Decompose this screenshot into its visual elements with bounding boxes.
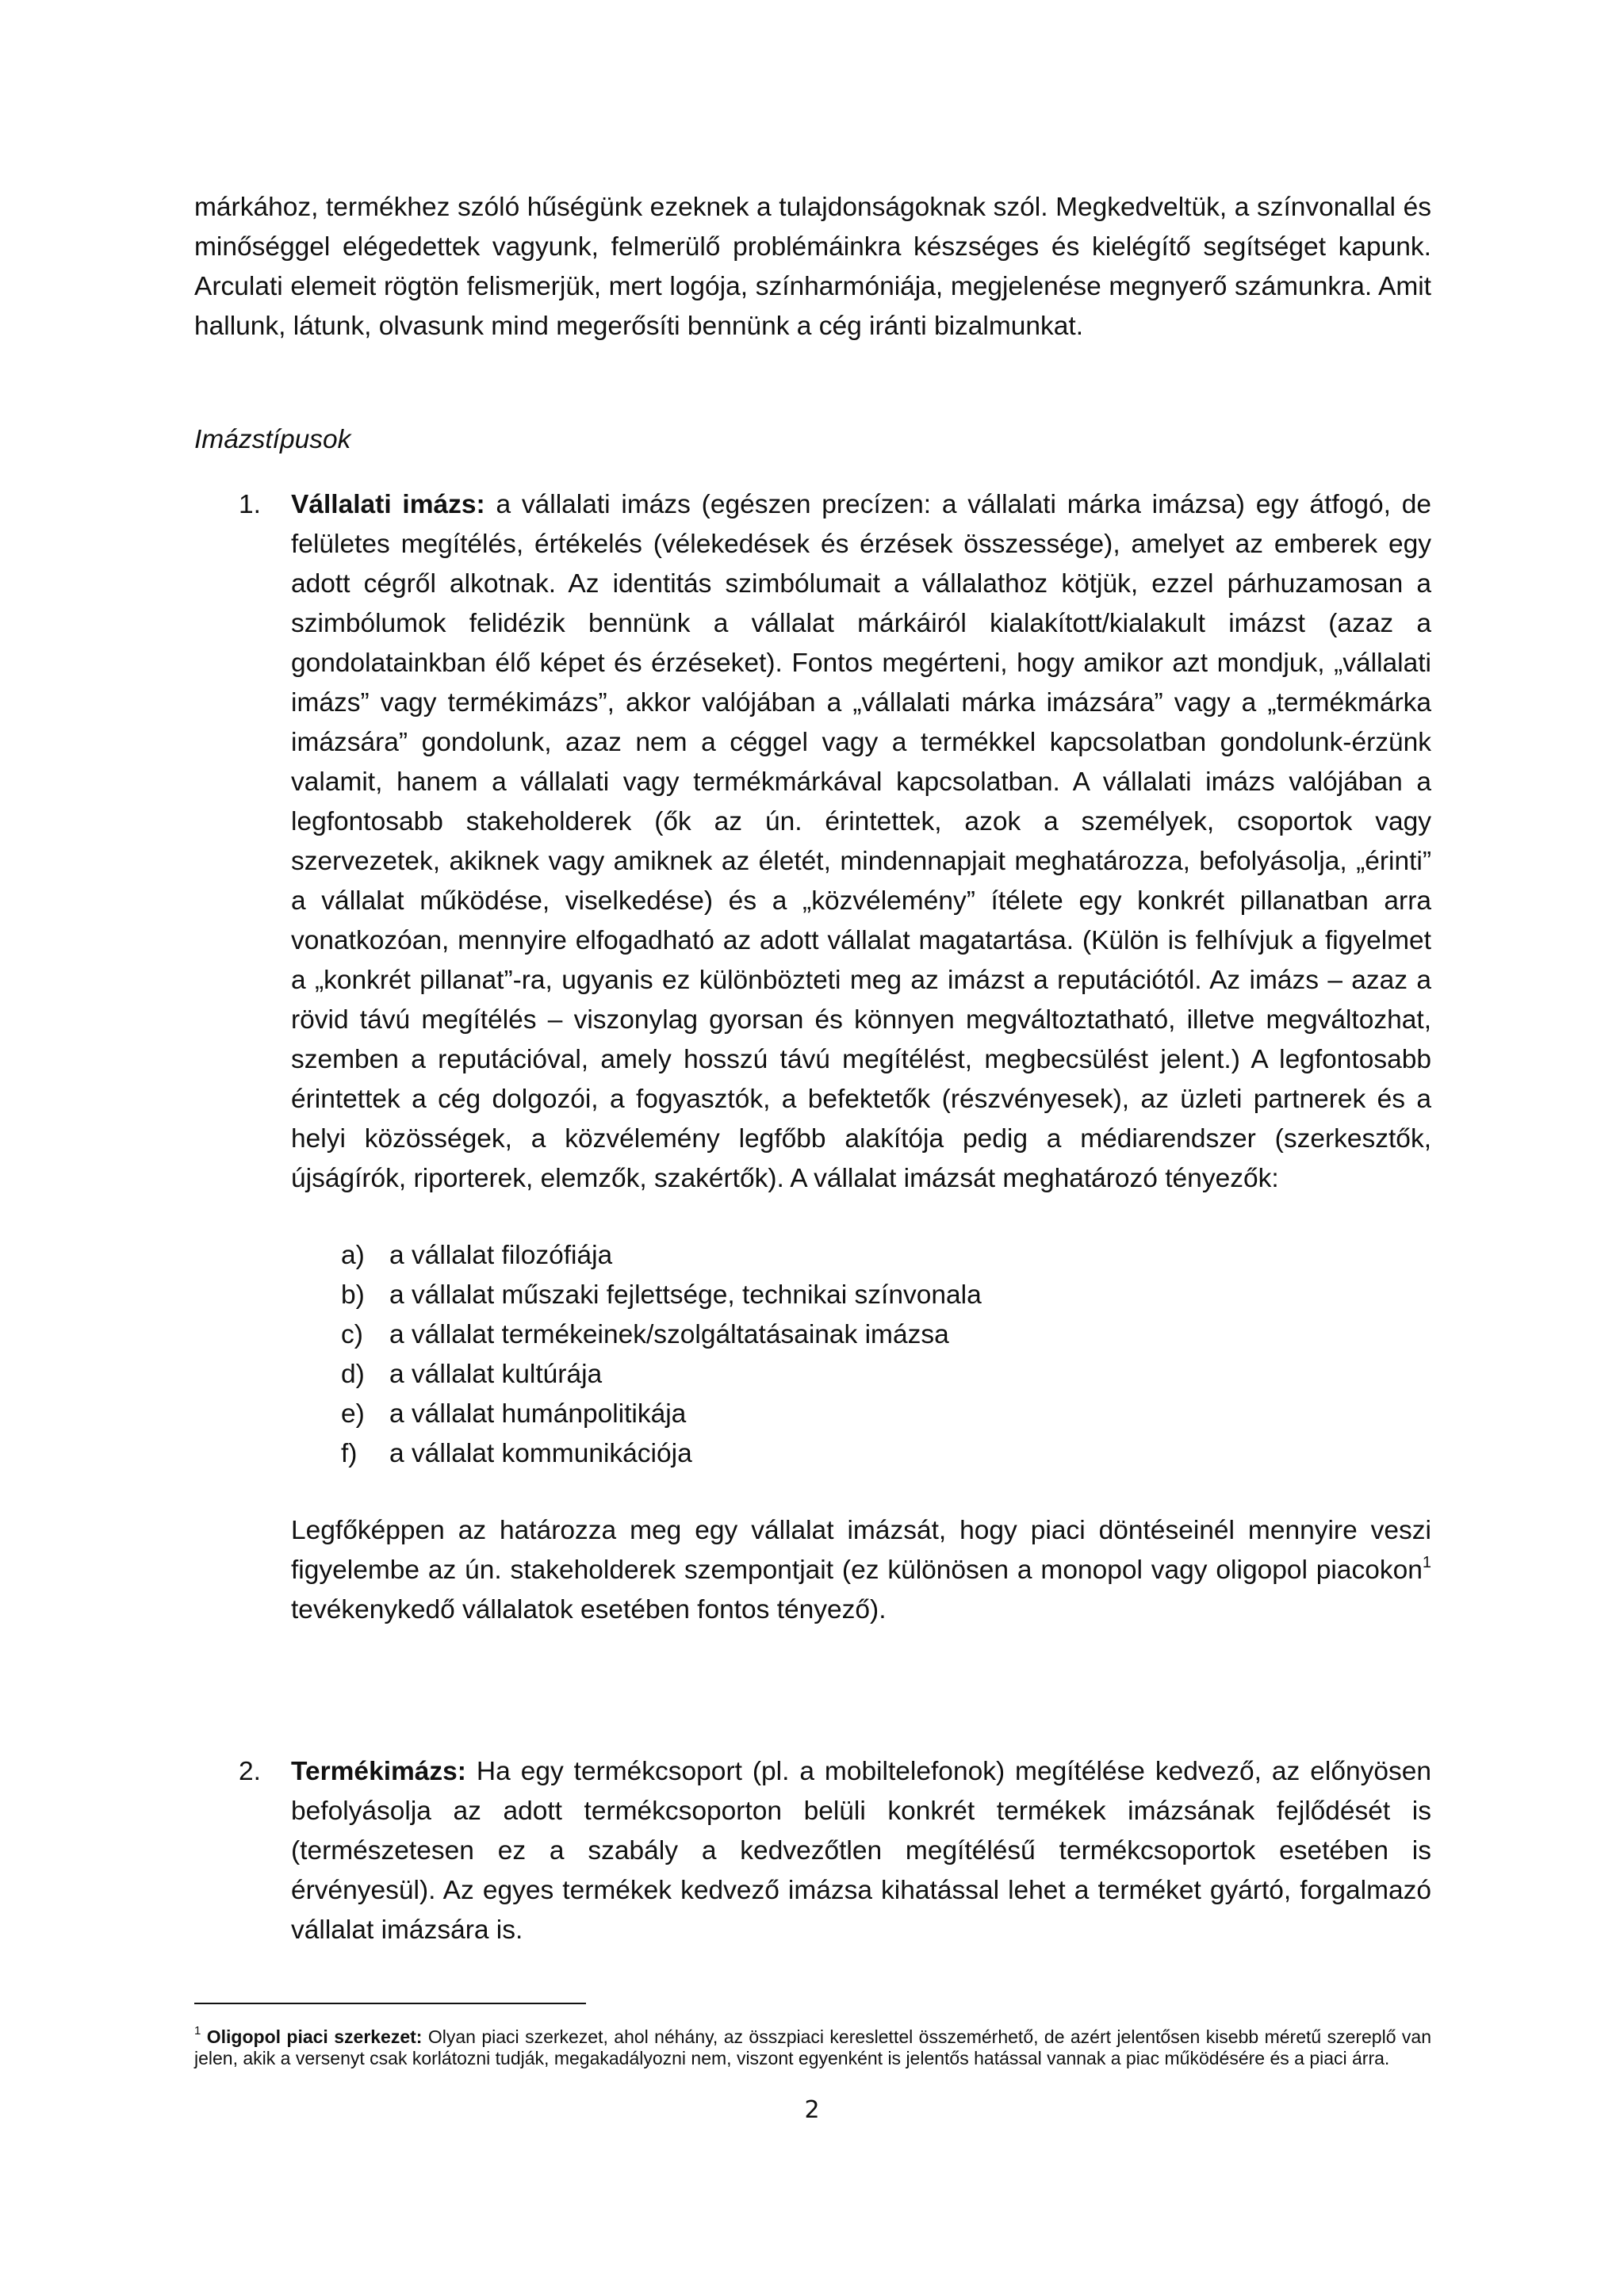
factor-label: c) [341,1320,363,1349]
closing-text: Legfőképpen az határozza meg egy vállalat imázsát, hogy piaci döntéseinél mennyire veszi figyelembe az ún. stakeholderek szempontjait (ez különösen a monopol vagy oligopol piacokon [291,1516,1431,1585]
factor-list [291,1236,1431,1474]
footnote [194,2026,1431,2069]
list-item-term: Termékimázs: [291,1757,466,1786]
factor-label: d) [341,1360,365,1389]
factor-item [291,1236,1431,1276]
factor-label: b) [341,1280,365,1310]
list-item-paragraph [291,1752,1431,1950]
factor-item [291,1395,1431,1434]
list-item-product-image [239,1752,1431,1950]
list-item-number: 2. [239,1757,261,1786]
intro-paragraph: márkához, termékhez szóló hűségünk ezeknek a tulajdonságoknak szól. Megkedveltük, a színvonallal és minőséggel elégedettek vagyunk, felmerülő problémáinkra készséges és kielégítő segítséget kapunk. Arculati elemeit rögtön felismerjük, mert logója, színharmóniája, megjelenése megnyerő számunkra. Amit hallunk, látunk, olvasunk mind megerősíti bennünk a cég iránti bizalmunkat. [194,193,1431,341]
closing-text-end: tevékenykedő vállalatok esetében fontos tényező). [291,1595,887,1624]
list-item-text: Ha egy termékcsoport (pl. a mobiltelefonok) megítélése kedvező, az előnyösen befolyásolja az adott termékcsoporton belüli konkrét termékek imázsának fejlődését is (természetesen ez a szabály a kedvezőtlen megítélésű termékcsoportok esetében is érvényesül). Az egyes termékek kedvező imázsa kihatással lehet a terméket gyártó, forgalmazó vállalat imázsára is. [291,1757,1431,1945]
footnote-divider [194,2003,586,2004]
footnote-reference[interactable]: 1 [1422,1553,1431,1571]
factor-item [291,1315,1431,1355]
footnote-marker: 1 [194,2024,201,2038]
factor-label: a) [341,1241,365,1270]
factor-text: a vállalat termékeinek/szolgáltatásainak imázsa [389,1320,949,1349]
list-item-paragraph [291,485,1431,1199]
factor-text: a vállalat műszaki fejlettsége, technikai színvonala [389,1280,982,1310]
factor-item [291,1276,1431,1315]
factor-item [291,1355,1431,1395]
page-number: 2 [804,2096,820,2124]
factor-text: a vállalat filozófiája [389,1241,613,1270]
section-heading: Imázstípusok [194,425,351,454]
factor-text: a vállalat humánpolitikája [389,1399,687,1429]
list-item-corporate-image [239,485,1431,1630]
list-item-number: 1. [239,490,261,519]
closing-paragraph [291,1511,1431,1630]
factor-text: a vállalat kommunikációja [389,1439,692,1468]
factor-label: e) [341,1399,365,1429]
list-item-text: a vállalati imázs (egészen precízen: a vállalati márka imázsa) egy átfogó, de felületes megítélés, értékelés (vélekedések és érzések összessége), amelyet az emberek egy adott cégről alkotnak. Az identitás szimbólumait a vállalathoz kötjük, ezzel párhuzamosan a szimbólumok felidézik bennünk a vállalat márkáiról kialakított/kialakult imázst (azaz a gondolatainkban élő képet és érzéseket). Fontos megérteni, hogy amikor azt mondjuk, „vállalati imázs” vagy termékimázs”, akkor valójában a „vállalati márka imázsára” vagy a „termékmárka imázsára” gondolunk, azaz nem a céggel vagy a termékkel kapcsolatban gondolunk-érzünk valamit, hanem a vállalati vagy termékmárkával kapcsolatban. A vállalati imázs valójában a legfontosabb stakeholderek (ők az ún. érintettek, azok a személyek, csoportok vagy szervezetek, akiknek vagy amiknek az életét, mindennapjait meghatározza, befolyásolja, „érinti” a vállalat működése, viselkedése) és a „közvélemény” ítélete egy konkrét pillanatban arra vonatkozóan, mennyire elfogadható az adott vállalat magatartása. (Külön is felhívjuk a figyelmet a „konkrét pillanat”-ra, ugyanis ez különbözteti meg az imázst a reputációtól. Az imázs – azaz a rövid távú megítélés – viszonylag gyorsan és könnyen megváltoztatható, illetve megváltozhat, szemben a reputációval, amely hosszú távú megítélést, megbecsülést jelent.) A legfontosabb érintettek a cég dolgozói, a fogyasztók, a befektetők (részvényesek), az üzleti partnerek és a helyi közösségek, a közvélemény legfőbb alakítója pedig a médiarendszer (szerkesztők, újságírók, riporterek, elemzők, szakértők). A vállalat imázsát meghatározó tényezők: [291,490,1431,1193]
list-item-term: Vállalati imázs: [291,490,485,519]
footnote-term: Oligopol piaci szerkezet: [206,2026,423,2047]
factor-label: f) [341,1439,358,1468]
factor-item [291,1434,1431,1474]
footnote-text: Olyan piaci szerkezet, ahol néhány, az összpiaci kereslettel összemérhető, de azért jelentősen kisebb méretű szereplő van jelen, akik a versenyt csak korlátozni tudják, megakadályozni nem, viszont egyenként is jelentős hatással vannak a piac működésére és a piaci árra. [194,2026,1431,2068]
factor-text: a vállalat kultúrája [389,1360,603,1389]
